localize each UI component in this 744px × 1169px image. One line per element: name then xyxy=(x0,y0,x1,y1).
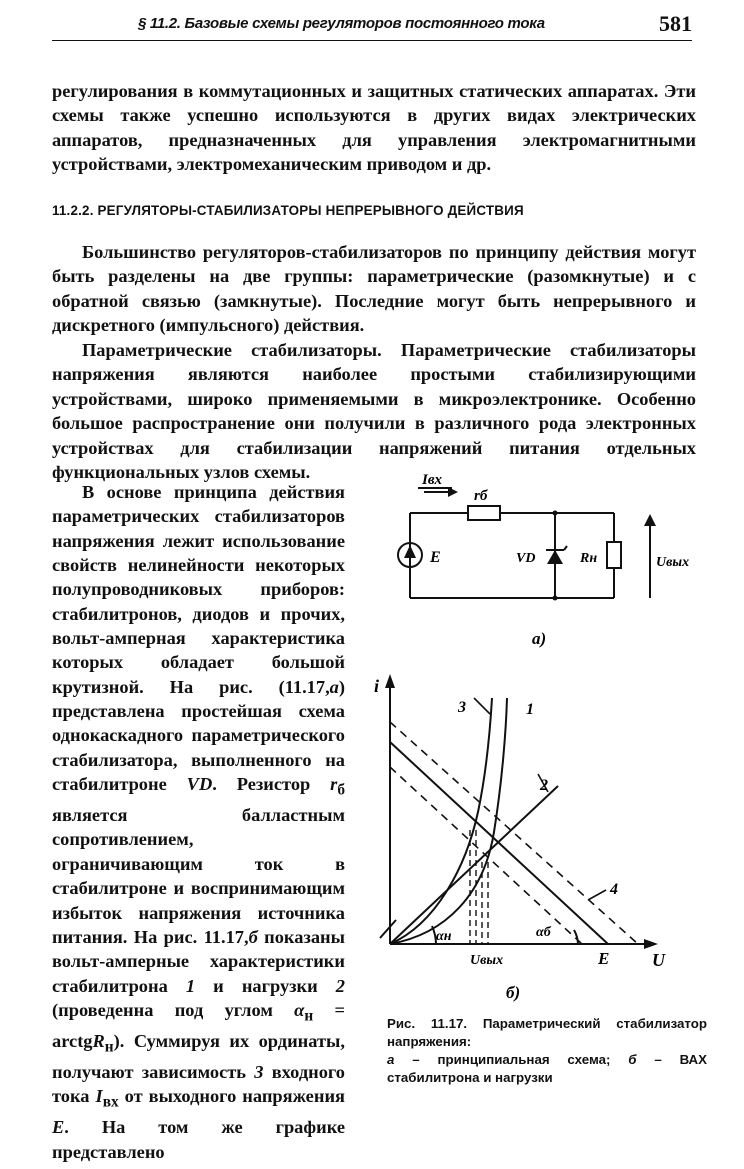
load-label: Rн xyxy=(580,551,598,566)
paragraph-continuation: регулирования в коммутационных и защитных статических аппаратах. Эти схемы также успешно используются в других видах электрических аппаратов, предназначенных для управления электромагнитными устройствами, электромеханическим приводом и др. xyxy=(52,81,696,175)
text-run: и нагрузки xyxy=(195,975,336,996)
italic-run: 2 xyxy=(335,975,345,996)
italic-run: а xyxy=(329,676,339,697)
italic-run: 1 xyxy=(185,975,196,996)
text-run: от выходного напряжения xyxy=(118,1086,345,1107)
caption-letter-a: а xyxy=(387,1052,395,1067)
ballast-angle-label: αб xyxy=(536,925,551,940)
circuit-schematic xyxy=(380,470,710,655)
section-heading: 11.2.2. РЕГУЛЯТОРЫ-СТАБИЛИЗАТОРЫ НЕПРЕРЫВНОГО ДЕЙСТВИЯ xyxy=(52,203,524,218)
output-voltage-mark: Uвых xyxy=(470,953,504,968)
caption-text-a: – принципиальная схема; xyxy=(394,1052,629,1067)
run-in-heading: Параметрические стабилизаторы. xyxy=(82,340,382,360)
voltage-axis-label: U xyxy=(652,950,665,970)
diode-label: VD xyxy=(516,551,536,566)
text-run: = arctg xyxy=(52,999,345,1051)
page-number: 581 xyxy=(659,11,692,36)
output-voltage-label: Uвых xyxy=(656,555,690,570)
paragraph-parametric-body: Параметрические стабилизаторы напряжения являются наиболее простыми стабилизирующими устройствами, широко применяемыми в микроэлектронике. Особенно большое распространение они получили в различного рода электронных устройствах для стабилизации напряжений питания отдельных функциональных узлов схемы. xyxy=(52,340,697,483)
text-run: . Резистор xyxy=(212,774,331,795)
zener-diode-symbol xyxy=(546,546,567,564)
italic-run: α xyxy=(294,999,305,1020)
text-run: (проведенна под углом xyxy=(52,999,295,1020)
current-axis-label: i xyxy=(374,676,380,696)
curve-1-label: 1 xyxy=(526,701,534,718)
column-paragraph xyxy=(52,480,345,1164)
source-label: E xyxy=(430,549,441,566)
running-head-title: § 11.2. Базовые схемы регуляторов постоянного тока xyxy=(138,15,545,32)
figure-b-tag: б) xyxy=(506,983,521,1002)
caption-title: Рис. 11.17. Параметрический стабилизатор напряжения: xyxy=(387,1016,707,1049)
caption-text-b: – ВАХ стабилитрона и нагрузки xyxy=(387,1052,707,1085)
ballast-resistor-label: rб xyxy=(474,488,488,504)
paragraph-parametric xyxy=(52,338,696,484)
ballast-resistor-symbol xyxy=(468,506,500,520)
source-voltage-mark: E xyxy=(598,949,610,968)
curve-3-label: 3 xyxy=(458,699,466,716)
subscript-run: н xyxy=(104,1038,114,1056)
load-resistor-symbol xyxy=(607,542,621,568)
text-run: ) представлена простейшая схема однокаскадного параметрического стабилизатора, выполненного на стабилитроне xyxy=(52,676,345,795)
italic-run: I xyxy=(95,1086,103,1107)
paragraph-groups: Большинство регуляторов-стабилизаторов по принципу действия могут быть разделены на две группы: параметрические (разомкнутые) и с обратной связью (замкнутые). Последние могут быть непрерывного и дискретного (импульсного) действия. xyxy=(52,242,696,336)
subscript-run: н xyxy=(304,1007,314,1025)
italic-run: R xyxy=(92,1030,105,1051)
load-angle-label: αн xyxy=(436,929,452,944)
curve-4-label: 4 xyxy=(610,881,618,898)
text-run: ). Суммируя их ординаты, получают зависимость xyxy=(52,1030,345,1082)
projection-lines xyxy=(470,830,488,944)
input-current-label: Iвх xyxy=(422,472,443,488)
subscript-run: б xyxy=(337,781,345,799)
text-run: В основе принципа действия параметрических стабилизаторов напряжения лежит использование свойств нелинейности некоторых полупроводниковых приборов: стабилитронов, диодов и прочих, вольт-амперная характеристика которых обладает большой крутизной. На рис. (11.17, xyxy=(52,482,345,697)
curve-2 xyxy=(390,786,558,944)
iv-characteristics-graph xyxy=(366,662,686,1002)
running-header xyxy=(52,10,692,41)
caption-letter-b: б xyxy=(628,1052,637,1067)
text-run: входного тока xyxy=(52,1061,345,1107)
figure-a-tag: а) xyxy=(532,629,547,648)
dashed-load-lines xyxy=(390,722,638,944)
italic-run: r xyxy=(330,774,338,795)
figure-caption xyxy=(387,1015,707,1087)
text-run: показаны вольт-амперные характеристики стабилитрона xyxy=(52,926,345,996)
italic-run: б xyxy=(248,926,258,947)
curve-2-label: 2 xyxy=(540,777,548,794)
italic-run: VD xyxy=(186,774,213,795)
text-run: . На том же графике представлено xyxy=(52,1117,345,1162)
subscript-run: вх xyxy=(102,1093,119,1111)
text-run: является балластным сопротивлением, ограничивающим ток в стабилитроне и воспринимающим избыток напряжения источника питания. На рис. 11.17, xyxy=(52,805,345,947)
italic-run: 3 xyxy=(254,1061,264,1082)
italic-run: E xyxy=(52,1117,65,1138)
